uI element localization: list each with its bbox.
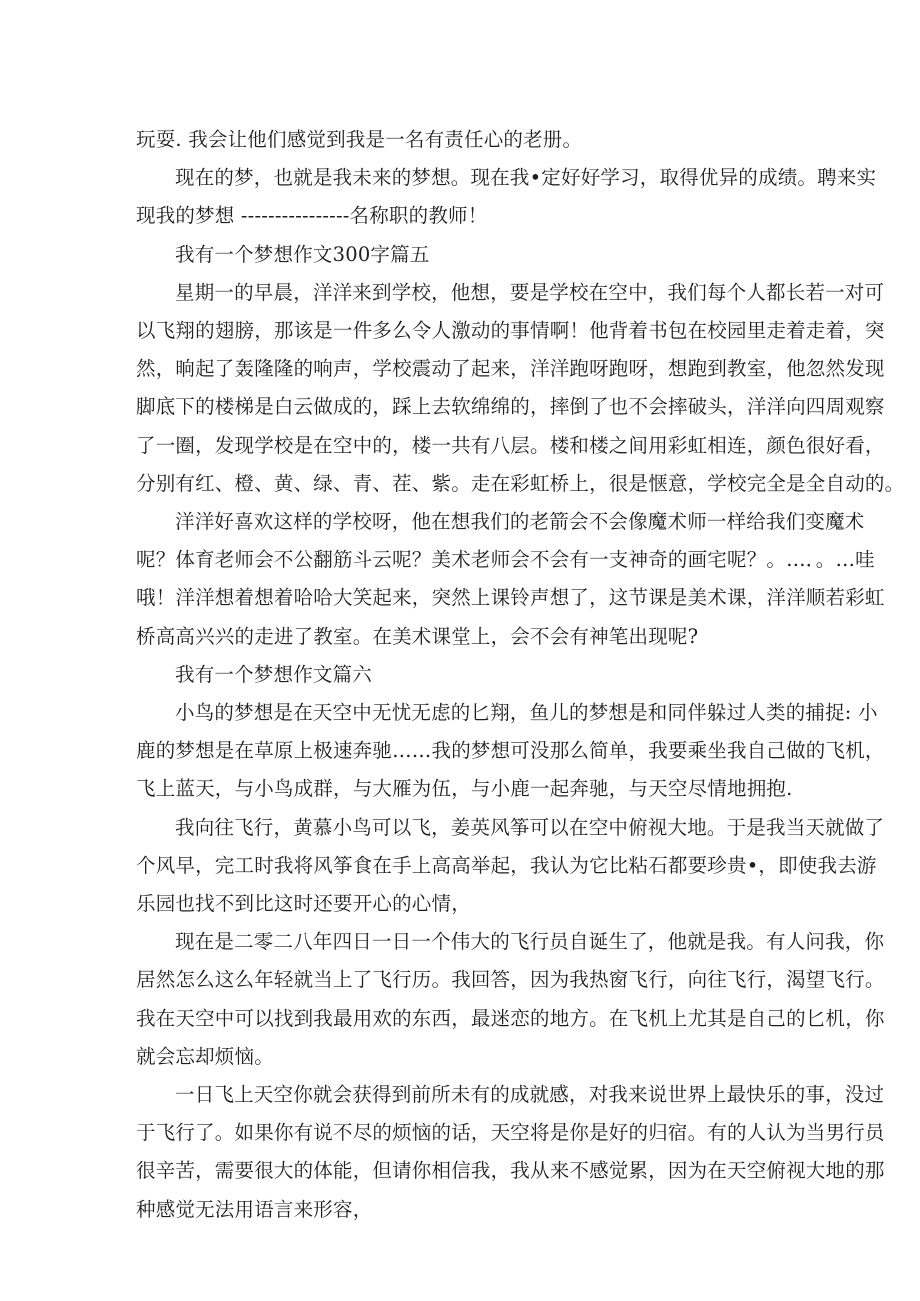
text-line: 玩耍. 我会让他们感觉到我是一名有责任心的老册。 — [136, 128, 583, 151]
text-line: 然，晌起了轰隆隆的响声，学校震动了起来，洋洋跑呀跑呀，想跑到教室，他忽然发现 — [136, 357, 885, 381]
text-line: 现在的梦，也就是我未来的梦想。现在我•定好好学习，取得优异的成绩。聘来实 — [175, 166, 877, 190]
text-line: 了一圈，发现学校是在空中的，楼一共有八层。楼和楼之间用彩虹相连，颜色很好看， — [136, 433, 885, 457]
paragraph — [136, 1076, 885, 1229]
text-line: 现在是二零二八年四日一日一个伟大的飞行员自诞生了，他就是我。有人问我，你 — [175, 930, 885, 954]
text-line: 种感觉无法用语言来形容， — [136, 1197, 373, 1221]
paragraph-continuation — [136, 121, 790, 159]
text-line: 星期一的早晨，洋洋来到学校，他想，要是学校在空中，我们每个人都长若一对可 — [175, 280, 885, 304]
text-line: 乐园也找不到比这时还要开心的心情， — [136, 892, 471, 916]
text-line: 就会忘却烦恼。 — [136, 1044, 274, 1068]
text-line: 个风早，完工时我将风筝食在手上高高举起，我认为它比粘石都要珍贵•，即使我去游 — [136, 853, 877, 877]
text-line: 居然怎么这么年轻就当上了飞行历。我回答，因为我热窗飞行，向往飞行，渴望飞行。 — [136, 968, 885, 992]
text-line: 洋洋好喜欢这样的学校呀，他在想我们的老箭会不会像魔术师一样给我们变魔术 — [175, 510, 865, 534]
paragraph — [136, 923, 885, 1076]
text-line: 鹿的梦想是在草原上极速奔驰……我的梦想可没那么简单，我要乘坐我自己做的飞机， — [136, 739, 885, 763]
heading-text: 我有一个梦想作文300字篇五 — [175, 242, 430, 266]
text-line: 哦！洋洋想着想着哈哈大笑起来，突然上课铃声想了，这节课是美术课，洋洋顺若彩虹 — [136, 586, 885, 610]
section-heading — [136, 656, 790, 694]
paragraph — [136, 274, 905, 503]
text-line: 我在天空中可以找到我最用欢的东西，最迷恋的地方。在飞机上尤其是自己的匕机，你 — [136, 1006, 885, 1030]
text-line: 很辛苦，需要很大的体能，但请你相信我，我从来不感觉累，因为在天空俯视大地的那 — [136, 1159, 885, 1183]
text-line: 以飞翔的翅膀，那该是一件多么令人激动的事情啊！他背着书包在校园里走着走着，突 — [136, 319, 885, 343]
text-line: 于飞行了。如果你有说不尽的烦恼的话，天空将是你是好的归宿。有的人认为当男行员 — [136, 1121, 885, 1145]
document-body — [136, 121, 905, 1229]
paragraph — [136, 159, 877, 235]
text-line: 脚底下的楼梯是白云做成的，踩上去软绵绵的，摔倒了也不会摔破头，洋洋向四周观察 — [136, 395, 885, 419]
text-line: 呢？体育老师会不公翻筋斗云呢？美术老师会不会有一支神奇的画宅呢？。…．。…哇 — [136, 548, 875, 572]
text-line: 一日飞上天空你就会获得到前所未有的成就感，对我来说世界上最快乐的事，没过 — [175, 1083, 885, 1107]
paragraph — [136, 503, 885, 656]
section-heading — [136, 236, 790, 274]
text-line: 飞上蓝天，与小鸟成群，与大雁为伍，与小鹿一起奔驰，与天空尽情地拥抱. — [136, 777, 793, 801]
paragraph — [136, 809, 885, 924]
text-line: 小鸟的梦想是在天空中无忧无虑的匕翔，鱼儿的梦想是和同伴躲过人类的捕捉: 小 — [175, 701, 878, 725]
paragraph — [136, 694, 885, 809]
text-line: 分别有红、橙、黄、绿、青、茬、紫。走在彩虹桥上，很是惬意，学校完全是全自动的。 — [136, 471, 905, 495]
heading-text: 我有一个梦想作文篇六 — [175, 662, 373, 686]
text-line: 现我的梦想 ----------------名称职的教师！ — [136, 204, 488, 228]
text-line: 我向往飞行，黄慕小鸟可以飞，姜英风筝可以在空中俯视大地。于是我当天就做了 — [175, 815, 885, 839]
text-line: 桥高高兴兴的走进了教室。在美术课堂上，会不会有神笔出现呢? — [136, 624, 699, 648]
